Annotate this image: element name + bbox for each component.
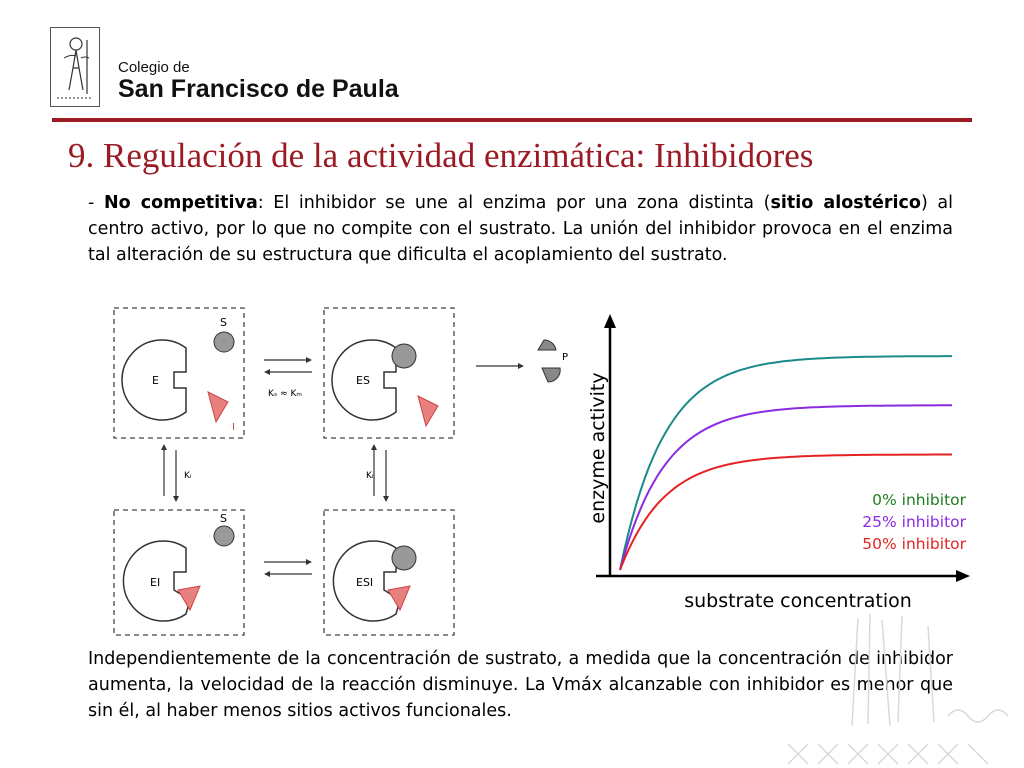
- term-allosteric-site: sitio alostérico: [770, 193, 921, 213]
- product-p-bottom: [542, 368, 560, 382]
- y-axis-label: enzyme activity: [587, 372, 609, 524]
- inhibitor-i: [208, 392, 228, 422]
- product-p-top: [538, 340, 556, 350]
- label-ks: Kₛ ≈ Kₘ: [268, 389, 303, 399]
- paragraph-conclusion: Independientemente de la concentración de sustrato, a medida que la concentración de inhibidor aumenta, la velocidad de la reacción disminuye. La Vmáx alcanzable con inhibidor es menor que sin él, al haber menos sitios activos funcionales.: [88, 649, 953, 721]
- label-i: I: [232, 422, 235, 433]
- term-non-competitive: No competitiva: [103, 193, 258, 213]
- label-ki-right: Kᵢ: [366, 471, 374, 481]
- school-name-line2: San Francisco de Paula: [118, 75, 399, 103]
- svg-text:S: S: [220, 512, 227, 525]
- label-e: E: [152, 374, 159, 387]
- school-logo: [50, 27, 100, 107]
- label-ei: EI: [150, 576, 161, 589]
- label-es: ES: [356, 374, 370, 387]
- para1-text-a: : El inhibidor se une al enzima por una zona distinta (: [257, 193, 771, 213]
- dash: -: [88, 193, 104, 213]
- x-axis-label: substrate concentration: [684, 590, 912, 612]
- saint-figure-icon: [51, 28, 99, 106]
- enzyme-activity-chart: [574, 300, 984, 625]
- label-esi: ESI: [356, 576, 374, 589]
- label-ki-left: Kᵢ: [184, 471, 192, 481]
- legend-entry-1: 25% inhibitor: [862, 513, 966, 531]
- substrate-bound: [392, 344, 416, 368]
- watermark-sketch: [778, 606, 1018, 766]
- slide-title: 9. Regulación de la actividad enzimática: Inhibidores: [68, 136, 814, 175]
- substrate-s: [214, 332, 234, 352]
- header-rule: [52, 118, 972, 122]
- label-p: P: [562, 352, 569, 363]
- paragraph-non-competitive: [88, 190, 953, 268]
- para1-text-c: ) al centro activo, por lo que no compite con el sustrato. La unión del inhibidor provoca en el enzima tal alteración de su estructura que dificulta el acoplamiento del sustrato.: [88, 193, 953, 265]
- legend-entry-2: 50% inhibitor: [862, 535, 966, 553]
- label-s: S: [220, 316, 227, 329]
- reaction-scheme: [86, 300, 576, 640]
- school-name-line1: Colegio de: [118, 59, 190, 76]
- legend-entry-0: 0% inhibitor: [872, 491, 966, 509]
